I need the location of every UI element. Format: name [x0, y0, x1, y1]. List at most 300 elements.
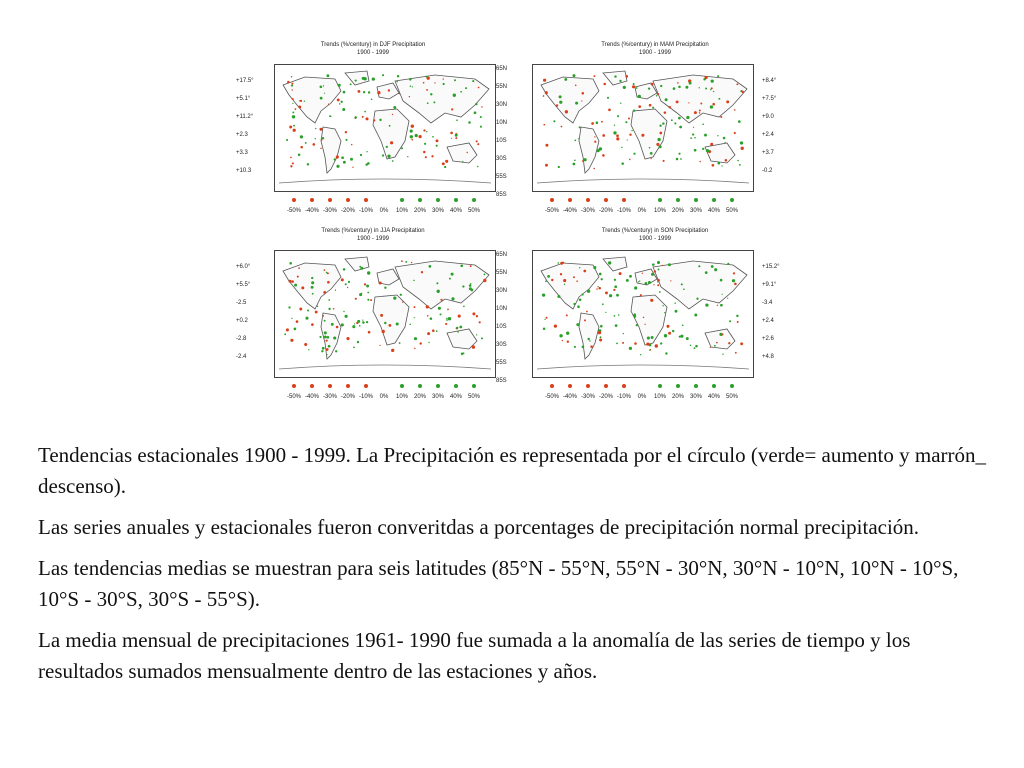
world-map — [274, 64, 496, 192]
continent-outline — [603, 257, 627, 271]
trend-marker — [717, 135, 718, 136]
trend-marker — [393, 106, 396, 109]
region-labels: +15.2° +9.1° -3.4 +2.4 +2.6 +4.8 — [762, 264, 780, 360]
caption-paragraph-1: Tendencias estacionales 1900 - 1999. La Precipitación es representada por el círculo (verde= aumento y marrón_ descenso). — [38, 443, 987, 498]
trend-marker — [459, 326, 462, 329]
trend-marker — [410, 135, 413, 138]
trend-marker — [596, 149, 599, 152]
trend-marker — [601, 278, 603, 280]
x-axis-label: 30% — [431, 394, 444, 400]
trend-marker — [694, 149, 697, 152]
legend-marker — [730, 198, 734, 202]
trend-marker — [615, 324, 618, 327]
trend-marker — [713, 91, 714, 92]
trend-marker — [427, 102, 429, 104]
trend-marker — [561, 126, 563, 128]
trend-marker — [300, 135, 303, 138]
trend-marker — [649, 349, 651, 351]
trend-marker — [455, 134, 458, 137]
trend-marker — [341, 156, 344, 159]
trend-marker — [476, 140, 478, 142]
trend-marker — [447, 309, 449, 311]
trend-marker — [694, 347, 696, 349]
trend-marker — [327, 336, 330, 339]
trend-marker — [430, 93, 432, 95]
trend-marker — [397, 75, 399, 77]
trend-marker — [450, 132, 453, 135]
trend-marker — [711, 265, 714, 268]
trend-marker — [722, 353, 723, 354]
x-axis-label: -10% — [358, 208, 373, 214]
trend-marker — [739, 164, 741, 166]
trend-marker — [389, 125, 391, 127]
trend-marker — [584, 319, 586, 321]
trend-marker — [639, 280, 640, 281]
legend-marker — [622, 384, 626, 388]
trend-marker — [477, 143, 479, 145]
legend-marker — [400, 198, 404, 202]
trend-marker — [619, 80, 621, 82]
trend-marker — [298, 106, 301, 109]
trend-marker — [345, 315, 348, 318]
trend-marker — [718, 162, 721, 165]
legend-marker — [436, 384, 440, 388]
trend-marker — [722, 294, 723, 295]
trend-marker — [614, 315, 616, 317]
trend-marker — [582, 160, 584, 162]
trend-marker — [294, 328, 297, 331]
trend-marker — [359, 325, 361, 327]
legend-marker — [604, 198, 608, 202]
trend-marker — [480, 116, 482, 118]
trend-marker — [411, 125, 414, 128]
trend-marker — [582, 345, 585, 348]
trend-marker — [414, 306, 416, 308]
trend-marker — [388, 89, 390, 91]
trend-marker — [634, 286, 637, 289]
trend-marker — [657, 281, 658, 282]
caption-paragraph-2: Las series anuales y estacionales fueron converitdas a porcentages de precipitación normal precipitación. — [38, 515, 920, 539]
trend-marker — [324, 331, 327, 334]
world-map — [274, 250, 496, 378]
trend-marker — [445, 323, 447, 325]
trend-marker — [350, 158, 353, 161]
legend-markers — [543, 384, 741, 390]
trend-marker — [311, 277, 313, 279]
trend-marker — [699, 110, 701, 112]
world-map-svg — [533, 251, 753, 377]
trend-marker — [665, 98, 668, 101]
trend-marker — [545, 164, 548, 167]
trend-marker — [322, 137, 324, 139]
trend-marker — [472, 80, 474, 82]
trend-marker — [582, 92, 585, 95]
x-axis-label: 40% — [449, 394, 462, 400]
trend-marker — [414, 317, 415, 318]
trend-marker — [382, 74, 384, 76]
trend-marker — [576, 323, 579, 326]
trend-marker — [350, 83, 352, 85]
trend-marker — [448, 317, 451, 320]
trend-marker — [410, 130, 413, 133]
trend-marker — [618, 314, 620, 316]
trend-marker — [690, 345, 691, 346]
x-axis-label: -20% — [340, 208, 355, 214]
x-axis-label: 40% — [449, 208, 462, 214]
trend-marker — [557, 295, 560, 298]
trend-marker — [643, 317, 644, 318]
trend-marker — [720, 304, 723, 307]
trend-marker — [593, 75, 595, 77]
trend-marker — [362, 116, 364, 118]
trend-marker — [472, 312, 475, 315]
trend-marker — [400, 294, 402, 296]
trend-marker — [477, 166, 479, 168]
trend-marker — [607, 97, 609, 99]
trend-marker — [681, 283, 683, 285]
trend-marker — [371, 98, 373, 100]
legend-marker — [658, 384, 662, 388]
trend-marker — [625, 75, 628, 78]
trend-marker — [565, 110, 568, 113]
trend-marker — [315, 311, 318, 314]
legend-marker — [622, 198, 626, 202]
trend-marker — [407, 156, 408, 157]
trend-marker — [727, 263, 729, 265]
trend-marker — [433, 101, 435, 103]
x-axis-label: 0% — [637, 208, 647, 214]
trend-marker — [579, 299, 582, 302]
trend-marker — [686, 337, 689, 340]
trend-marker — [292, 98, 294, 100]
trend-marker — [652, 263, 655, 266]
trend-marker — [638, 281, 639, 282]
trend-marker — [483, 279, 486, 282]
trend-marker — [700, 103, 702, 105]
trend-marker — [664, 334, 667, 337]
x-axis-label: 30% — [689, 394, 702, 400]
legend-marker — [472, 384, 476, 388]
x-axis-label: 50% — [725, 208, 738, 214]
legend-marker — [658, 198, 662, 202]
trend-marker — [458, 315, 461, 318]
trend-marker — [359, 293, 362, 296]
trend-marker — [357, 320, 360, 323]
trend-marker — [294, 284, 297, 287]
trend-marker — [602, 134, 605, 137]
legend-marker — [694, 384, 698, 388]
trend-marker — [714, 345, 716, 347]
legend-marker — [604, 384, 608, 388]
legend-marker — [292, 384, 296, 388]
trend-marker — [292, 103, 293, 104]
trend-marker — [591, 122, 594, 125]
trend-marker — [355, 298, 357, 300]
trend-marker — [293, 125, 295, 127]
legend-marker — [400, 384, 404, 388]
continent-outline — [395, 75, 489, 123]
trend-marker — [558, 166, 560, 168]
trend-marker — [411, 262, 412, 263]
trend-marker — [676, 100, 679, 103]
trend-marker — [587, 338, 589, 340]
trend-marker — [353, 347, 355, 349]
legend-markers — [543, 198, 741, 204]
trend-marker — [311, 323, 314, 326]
trend-marker — [426, 89, 428, 91]
trend-marker — [597, 286, 598, 287]
region-labels: +6.0° +5.5° -2.5 +0.2 -2.8 -2.4 — [236, 264, 251, 360]
continent-outline — [705, 329, 735, 349]
trend-marker — [556, 104, 558, 106]
trend-marker — [336, 165, 339, 168]
trend-marker — [629, 347, 632, 350]
trend-marker — [414, 348, 415, 349]
trend-marker — [476, 334, 477, 335]
trend-marker — [583, 270, 586, 273]
trend-marker — [554, 324, 557, 327]
x-axis-label: -50% — [286, 208, 301, 214]
trend-marker — [449, 278, 451, 280]
trend-marker — [287, 81, 290, 84]
trend-marker — [650, 158, 651, 159]
trend-marker — [573, 74, 576, 77]
trend-marker — [347, 287, 348, 288]
trend-marker — [440, 299, 442, 301]
trend-marker — [544, 319, 545, 320]
x-axis-legend — [285, 208, 483, 214]
trend-marker — [737, 321, 739, 323]
trend-marker — [317, 306, 319, 308]
trend-marker — [423, 82, 425, 84]
trend-marker — [312, 143, 315, 146]
trend-marker — [626, 279, 629, 282]
trend-marker — [351, 144, 352, 145]
trend-marker — [686, 116, 689, 119]
trend-marker — [326, 340, 328, 342]
trend-marker — [401, 260, 403, 262]
trend-marker — [366, 285, 369, 288]
trend-marker — [321, 350, 323, 352]
panel-period: 1900 - 1999 — [356, 236, 390, 242]
trend-marker — [291, 318, 292, 319]
trend-marker — [602, 154, 605, 157]
legend-marker — [328, 384, 332, 388]
trend-marker — [728, 342, 730, 344]
continent-outline — [579, 127, 599, 173]
trend-marker — [576, 280, 578, 282]
trend-marker — [732, 279, 735, 282]
trend-marker — [649, 147, 651, 149]
legend-marker — [418, 384, 422, 388]
trend-marker — [420, 342, 422, 344]
trend-marker — [326, 272, 328, 274]
world-map-svg — [533, 65, 753, 191]
trend-marker — [620, 103, 621, 104]
trend-marker — [333, 308, 335, 310]
x-axis-label: 20% — [671, 208, 684, 214]
trend-marker — [665, 352, 667, 354]
trend-marker — [295, 108, 297, 110]
trend-marker — [685, 86, 688, 89]
x-axis-label: -20% — [598, 394, 613, 400]
trend-marker — [436, 282, 438, 284]
antarctica-outline — [279, 179, 491, 183]
trend-marker — [574, 346, 576, 348]
trend-marker — [428, 342, 429, 343]
trend-marker — [469, 284, 472, 287]
trend-marker — [616, 294, 619, 297]
trend-marker — [666, 325, 669, 328]
trend-marker — [427, 315, 429, 317]
x-axis-label: 50% — [467, 208, 480, 214]
trend-marker — [680, 158, 682, 160]
trend-marker — [642, 273, 643, 274]
legend-marker — [454, 384, 458, 388]
trend-marker — [479, 321, 481, 323]
legend-marker — [550, 198, 554, 202]
trend-marker — [679, 126, 682, 129]
legend-marker — [292, 198, 296, 202]
trend-marker — [633, 110, 635, 112]
trend-marker — [605, 312, 606, 313]
x-axis-legend — [285, 394, 483, 400]
panel-period: 1900 - 1999 — [356, 50, 390, 56]
trend-marker — [727, 298, 728, 299]
trend-marker — [326, 74, 329, 77]
trend-marker — [543, 79, 546, 82]
x-axis-label: 0% — [379, 208, 389, 214]
trend-marker — [671, 119, 673, 121]
trend-marker — [711, 87, 713, 89]
trend-marker — [412, 86, 413, 87]
trend-marker — [734, 132, 736, 134]
trend-marker — [286, 328, 289, 331]
trend-marker — [348, 281, 350, 283]
trend-marker — [705, 88, 707, 90]
trend-marker — [328, 299, 330, 301]
trend-marker — [579, 267, 580, 268]
trend-marker — [633, 313, 636, 316]
trend-marker — [566, 314, 568, 316]
trend-marker — [331, 323, 334, 326]
trend-marker — [616, 343, 618, 345]
trend-marker — [360, 267, 363, 270]
trend-marker — [423, 151, 426, 154]
x-axis-label: 20% — [413, 394, 426, 400]
legend-marker — [346, 198, 350, 202]
trend-marker — [608, 109, 611, 112]
trend-marker — [598, 331, 601, 334]
legend-marker — [694, 198, 698, 202]
trend-marker — [392, 160, 394, 162]
trend-marker — [634, 342, 637, 345]
trend-marker — [659, 132, 662, 135]
trend-marker — [581, 100, 582, 101]
trend-marker — [678, 86, 681, 89]
trend-marker — [286, 139, 288, 141]
trend-marker — [299, 100, 300, 101]
trend-marker — [324, 269, 326, 271]
trend-marker — [649, 104, 652, 107]
panel-title: Trends (%/century) in JJA Precipitation — [321, 228, 425, 234]
trend-marker — [324, 335, 327, 338]
trend-marker — [291, 76, 293, 78]
continent-outline — [447, 143, 477, 163]
trend-marker — [399, 93, 401, 95]
trend-marker — [613, 289, 615, 291]
trend-marker — [616, 137, 619, 140]
panel-jja — [232, 226, 514, 412]
trend-marker — [453, 94, 456, 97]
trend-marker — [656, 95, 658, 97]
trend-marker — [582, 293, 584, 295]
trend-marker — [614, 285, 617, 288]
trend-marker — [657, 93, 659, 95]
trend-marker — [694, 314, 697, 317]
trend-marker — [368, 331, 371, 334]
trend-marker — [644, 324, 645, 325]
trend-marker — [311, 286, 314, 289]
legend-marker — [310, 384, 314, 388]
panel-period: 1900 - 1999 — [638, 50, 672, 56]
x-axis-label: -10% — [616, 208, 631, 214]
trend-marker — [289, 126, 292, 129]
trend-marker — [465, 87, 467, 89]
trend-marker — [388, 324, 391, 327]
trend-marker — [646, 342, 649, 345]
trend-marker — [438, 307, 441, 310]
legend-marker — [676, 198, 680, 202]
trend-marker — [629, 275, 632, 278]
trend-marker — [559, 101, 562, 104]
trend-marker — [543, 95, 545, 97]
trend-marker — [662, 265, 663, 266]
panel-title: Trends (%/century) in DJF Precipitation — [320, 42, 426, 48]
trend-marker — [362, 77, 365, 80]
trend-marker — [443, 78, 444, 79]
trend-marker — [360, 154, 362, 156]
trend-marker — [481, 106, 483, 108]
trend-marker — [657, 138, 660, 141]
x-axis-label: 50% — [725, 394, 738, 400]
trend-marker — [695, 345, 698, 348]
x-axis-label: 10% — [395, 208, 408, 214]
trend-marker — [633, 153, 635, 155]
continent-outline — [579, 313, 599, 359]
trend-marker — [605, 291, 608, 294]
continent-outline — [541, 263, 599, 309]
trend-marker — [304, 343, 307, 346]
trend-marker — [290, 339, 293, 342]
trend-marker — [557, 262, 559, 264]
trend-marker — [690, 137, 692, 139]
trend-marker — [319, 128, 322, 131]
trend-marker — [436, 139, 439, 142]
trend-marker — [456, 119, 458, 121]
trend-marker — [370, 299, 372, 301]
trend-marker — [292, 162, 294, 164]
trend-marker — [379, 345, 380, 346]
trend-marker — [621, 162, 624, 165]
trend-marker — [657, 284, 659, 286]
trend-marker — [650, 299, 653, 302]
continent-outline — [541, 77, 599, 123]
trend-marker — [627, 139, 628, 140]
trend-marker — [659, 291, 661, 293]
trend-marker — [664, 312, 665, 313]
trend-marker — [614, 279, 616, 281]
